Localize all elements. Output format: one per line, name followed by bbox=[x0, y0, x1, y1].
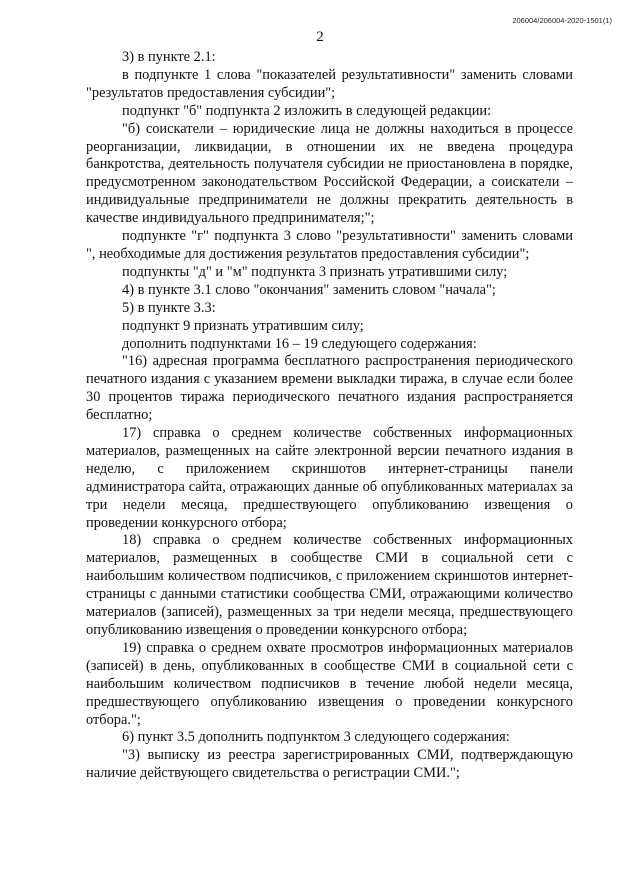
paragraph: 3) в пункте 2.1: bbox=[122, 49, 216, 65]
page-number: 2 bbox=[316, 29, 324, 45]
paragraph: "б) соискатели – юридические лица не должны находиться в процессе реорганизации, ликвидации, в отношении их не введена процедура банкротства, деятельность получателя субсидии не приостановлена в порядке, предусмотренном законодательством Российской Федерации, а соискатели – индивидуальные предприниматели не должны прекратить деятельность в качестве индивидуального предпринимателя;"; bbox=[86, 120, 573, 227]
paragraph: 4) в пункте 3.1 слово "окончания" заменить словом "начала"; bbox=[122, 281, 496, 298]
document-id: 206004/206004-2020-1501(1) bbox=[512, 16, 612, 25]
paragraph: "3) выписку из реестра зарегистрированных СМИ, подтверждающую наличие действующего свидетельства о регистрации СМИ."; bbox=[86, 747, 573, 782]
paragraph: подпункт "б" подпункта 2 изложить в следующей редакции: bbox=[122, 102, 492, 119]
paragraph: подпункте "г" подпункта 3 слово "результативности" заменить словами ", необходимые для достижения результатов предоставления субсидии"; bbox=[86, 228, 573, 262]
paragraph: подпункты "д" и "м" подпункта 3 признать утратившими силу; bbox=[122, 263, 508, 280]
paragraph: в подпункте 1 слова "показателей результативности" заменить словами "результатов предоставления субсидии"; bbox=[86, 66, 573, 101]
paragraph: подпункт 9 признать утратившим силу; bbox=[122, 317, 364, 334]
paragraph: 6) пункт 3.5 дополнить подпунктом 3 следующего содержания: bbox=[122, 729, 510, 746]
paragraph: "16) адресная программа бесплатного распространения периодического печатного издания с указанием времени выкладки тиража, в случае если более 30 процентов тиража периодического печатного издания распространяется бесплатно; bbox=[86, 353, 573, 424]
paragraph: 17) справка о среднем количестве собственных информационных материалов, размещенных на сайте электронной версии печатного издания в неделю, с приложением скриншотов интернет-страницы панели администратора сайта, отражающих данные об опубликованных материалах за три недели месяца, предшествующего опубликованию извещения о проведении конкурсного отбора; bbox=[86, 425, 573, 531]
paragraph: 5) в пункте 3.3: bbox=[122, 299, 216, 316]
paragraph: 18) справка о среднем количестве собственных информационных материалов, размещенных в сообществе СМИ в социальной сети с наибольшим количеством подписчиков, с приложением скриншотов интернет-страницы с данными статистики сообщества СМИ, отражающими количество материалов (записей), размещенных за три недели месяца, предшествующего опубликованию извещения о проведении конкурсного отбора; bbox=[86, 532, 573, 638]
document-body bbox=[86, 49, 573, 783]
paragraph: 19) справка о среднем охвате просмотров информационных материалов (записей) в день, опубликованных в сообществе СМИ в социальной сети с наибольшим количеством подписчиков в течение любой недели месяца, предшествующего опубликованию извещения о проведении конкурсного отбора."; bbox=[86, 639, 573, 728]
paragraph: дополнить подпунктами 16 – 19 следующего содержания: bbox=[122, 335, 477, 352]
